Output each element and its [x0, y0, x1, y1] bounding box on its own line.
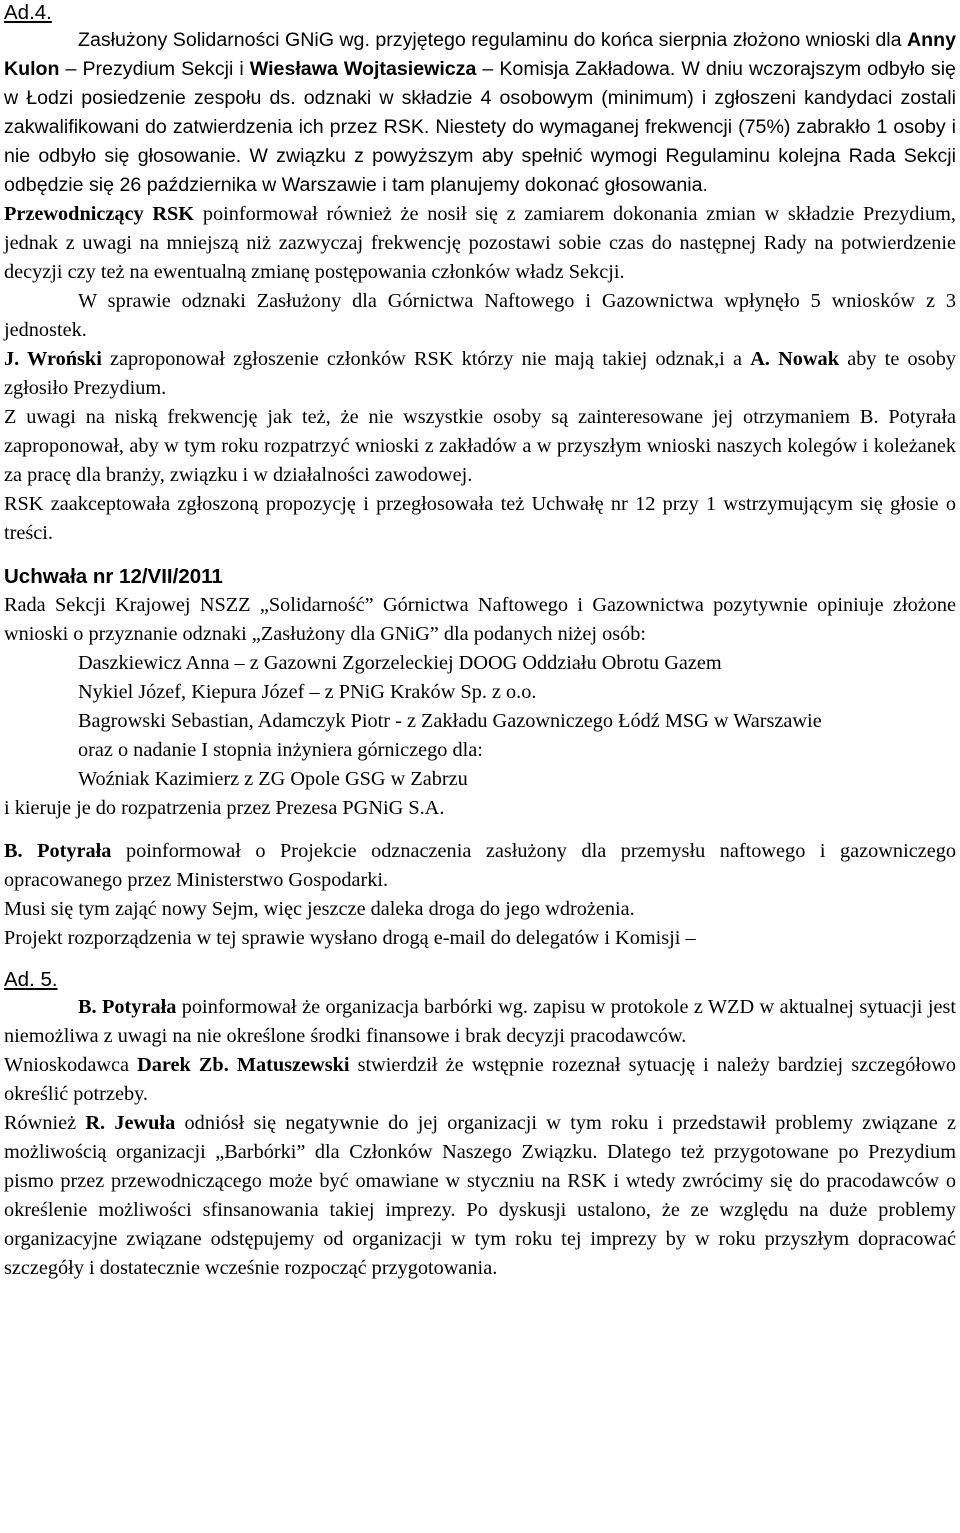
person-name: B. Potyrała [4, 840, 112, 862]
paragraph-low-turnout: Z uwagi na niską frekwencję jak też, że nie wszystkie osoby są zainteresowane jej otrzymaniem B. Potyrała zaproponował, aby w tym roku rozpatrzyć wnioski z zakładów a w przyszłym wnioski naszych kolegów i koleżanek za pracę dla branży, związku i w działalności zawodowej. [4, 406, 956, 486]
resolution-intro: Rada Sekcji Krajowej NSZZ „Solidarność” Górnictwa Naftowego i Gazownictwa pozytywnie opiniuje złożone wnioski o przyznanie odznaki „Zasłużony dla GNiG” dla podanych niżej osób: [4, 594, 956, 645]
person-name: Wiesława Wojtasiewicza [249, 58, 477, 80]
resolution-list-item: Bagrowski Sebastian, Adamczyk Piotr - z Zakładu Gazowniczego Łódź MSG w Warszawie [78, 710, 822, 732]
paragraph-text: Również [4, 1112, 86, 1134]
person-name: Anny Kulon [4, 29, 956, 80]
spacer [4, 823, 956, 837]
spacer [4, 548, 956, 562]
person-name: R. Jewuła [85, 1112, 176, 1134]
paragraph-chairman [4, 200, 956, 287]
spacer [4, 953, 956, 967]
paragraph-text: stwierdził że wstępnie rozeznał sytuację i należy bardziej szczegółowo określić potrzeby. [4, 1054, 956, 1105]
paragraph-text: poinformował o Projekcie odznaczenia zasłużony dla przemysłu naftowego i gazowniczego opracowanego przez Ministerstwo Gospodarki. [4, 840, 956, 891]
paragraph-nominations [4, 26, 956, 200]
document-page [4, 0, 956, 1283]
dash-separator: – [476, 58, 500, 80]
paragraph-text: Zasłużony Solidarności GNiG wg. przyjętego regulaminu do końca sierpnia złożono wnioski dla [78, 29, 908, 51]
paragraph-text: aby te osoby zgłosiło Prezydium. [4, 348, 956, 399]
paragraph-text: Wnioskodawca [4, 1054, 138, 1076]
resolution-title: Uchwała nr 12/VII/2011 [4, 565, 223, 588]
paragraph-text: odniósł się negatywnie do jej organizacji w tym roku i przedstawił problemy związane z możliwością organizacji „Barbórki” dla Członków Naszego Związku. Dlatego też przygotowane po Prezydium pismo przez przewodniczącego może być omawiane w styczniu na RSK i wtedy zwrócimy się do pracodawców o określenie możliwości sfinsanowania takiej imprezy. Po dyskusji ustalono, że ze względu na duże problemy organizacyjne związane odstępujemy od organizacji w tym roku tej imprezy by w roku przyszłym dopracować szczegóły i dostatecznie wcześnie rozpocząć przygotowania. [4, 1112, 956, 1279]
paragraph-text: Komisja Zakładowa. W dniu wczorajszym odbyło się w Łodzi posiedzenie zespołu ds. odznaki w składzie 4 osobowym (minimum) i zgłoszeni kandydaci zostali zakwalifikowani do zatwierdzenia ich przez RSK. Niestety do wymaganej frekwencji (75%) zabrakło 1 osoby i nie odbyło się głosowanie. W związku z powyższym aby spełnić wymogi Regulaminu kolejna Rada Sekcji odbędzie się 26 października w Warszawie i tam planujemy dokonać głosowania. [4, 58, 956, 196]
person-name: B. Potyrała [78, 996, 177, 1018]
dash-separator: – [59, 58, 83, 80]
resolution-list-item: oraz o nadanie I stopnia inżyniera górniczego dla: [78, 739, 483, 761]
resolution-closing: i kieruje je do rozpatrzenia przez Prezesa PGNiG S.A. [4, 797, 445, 819]
paragraph-text: Prezydium Sekcji i [82, 58, 250, 80]
person-name: Przewodniczący RSK [4, 203, 195, 225]
section-heading-ad5: Ad. 5. [4, 968, 58, 991]
resolution-list-item: Daszkiewicz Anna – z Gazowni Zgorzeleckiej DOOG Oddziału Obrotu Gazem [78, 652, 722, 674]
paragraph-barborka [4, 993, 956, 1051]
paragraph-rsk-acceptance: RSK zaakceptowała zgłoszoną propozycję i przegłosowała też Uchwałę nr 12 przy 1 wstrzymującym się głosie o treści. [4, 493, 956, 544]
paragraph-matuszewski [4, 1051, 956, 1109]
paragraph-jewula [4, 1109, 956, 1283]
paragraph-project-medal [4, 837, 956, 895]
paragraph-badge-applications: W sprawie odznaki Zasłużony dla Górnictwa Naftowego i Gazownictwa wpłynęło 5 wniosków z 3 jednostek. [4, 290, 956, 341]
paragraph-email-sent: Projekt rozporządzenia w tej sprawie wysłano drogą e-mail do delegatów i Komisji – [4, 927, 696, 949]
person-name: J. Wroński [4, 348, 102, 370]
paragraph-text: poinformował również że nosił się z zamiarem dokonania zmian w składzie Prezydium, jednak z uwagi na mniejszą niż zazwyczaj frekwencję pozostawi sobie czas do następnej Rady na potwierdzenie decyzji czy też na ewentualną zmianę postępowania członków władz Sekcji. [4, 203, 956, 283]
section-heading-ad4: Ad.4. [4, 1, 52, 24]
resolution-list-item: Woźniak Kazimierz z ZG Opole GSG w Zabrzu [78, 768, 468, 790]
paragraph-wronski-proposal [4, 345, 956, 403]
person-name: A. Nowak [750, 348, 839, 370]
paragraph-text: zaproponował zgłoszenie członków RSK którzy nie mają takiej odznak,i a [101, 348, 751, 370]
resolution-list-item: Nykiel Józef, Kiepura Józef – z PNiG Kraków Sp. z o.o. [78, 681, 537, 703]
paragraph-sejm: Musi się tym zająć nowy Sejm, więc jeszcze daleka droga do jego wdrożenia. [4, 898, 635, 920]
person-name: Darek Zb. Matuszewski [137, 1054, 350, 1076]
paragraph-text: poinformował że organizacja barbórki wg. zapisu w protokole z WZD w aktualnej sytuacji jest niemożliwa z uwagi na nie określone środki finansowe i brak decyzji pracodawców. [4, 996, 956, 1047]
